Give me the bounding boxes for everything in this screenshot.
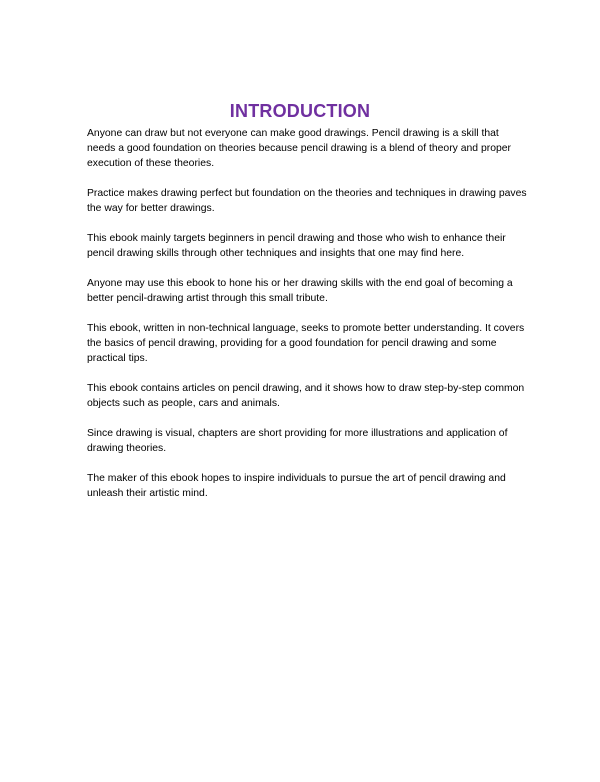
paragraph-1: Anyone can draw but not everyone can make good drawings. Pencil drawing is a skill that needs a good foundation on theories because pencil drawing is a blend of theory and proper execution of these theories. [87,128,512,169]
paragraph-4: Anyone may use this ebook to hone his or her drawing skills with the end goal of becoming a better pencil-drawing artist through this small tribute. [87,278,513,304]
paragraph-7: Since drawing is visual, chapters are short providing for more illustrations and application of drawing theories. [87,428,508,454]
page-title: INTRODUCTION [229,101,371,122]
paragraph-5: This ebook, written in non-technical language, seeks to promote better understanding. It covers the basics of pencil drawing, providing for a good foundation for pencil drawing and some practical tips. [87,323,525,364]
paragraph-8: The maker of this ebook hopes to inspire individuals to pursue the art of pencil drawing and unleash their artistic mind. [87,473,506,499]
paragraph-2: Practice makes drawing perfect but foundation on the theories and techniques in drawing paves the way for better drawings. [87,188,527,214]
paragraph-3: This ebook mainly targets beginners in pencil drawing and those who wish to enhance their pencil drawing skills through other techniques and insights that one may find here. [87,233,506,259]
paragraph-6: This ebook contains articles on pencil drawing, and it shows how to draw step-by-step common objects such as people, cars and animals. [87,383,525,409]
document-body [87,126,527,516]
